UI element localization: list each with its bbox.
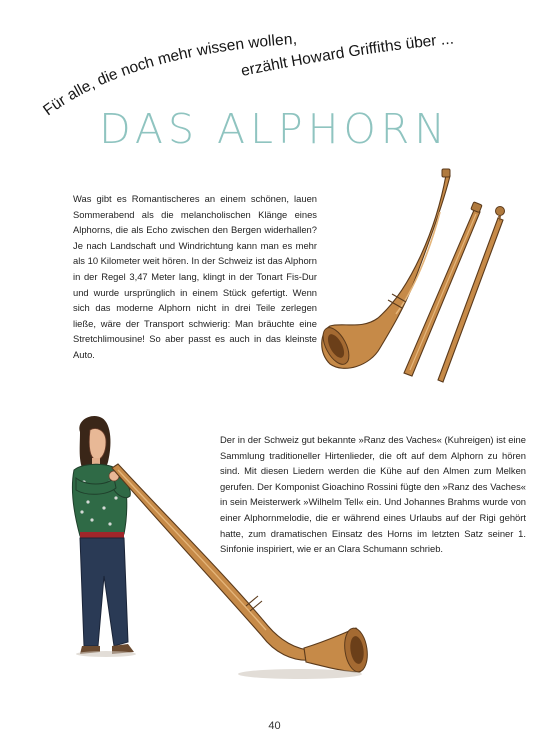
alphorn-bell-section: [318, 169, 450, 368]
alphorn-parts-illustration: [318, 169, 505, 382]
woman-playing-alphorn-illustration: [72, 416, 370, 679]
belt: [80, 532, 124, 538]
jeans: [80, 538, 128, 646]
page-title: DAS ALPHORN: [99, 105, 450, 153]
header-line-2: erzählt Howard Griffiths über ...: [239, 30, 455, 80]
header-line-1: Für alle, die noch mehr wissen wollen,: [40, 30, 298, 120]
second-paragraph: Der in der Schweiz gut bekannte »Ranz des Vaches« (Kuhreigen) ist eine Sammlung traditioneller Hirtenlieder, die oft auf dem Alphorn zu hören sind. Mit diesen Liedern werden die Kühe auf den Almen zum Melken gerufen. Der Komponist Gioachino Rossini fügte den »Ranz des Vaches« in sein Meisterwerk »Wilhelm Tell« ein. Und Johannes Brahms wurde von einer Alphornmelodie, die er während eines Urlaubs auf der Rigi gehört hatte, zum dramatischen Einsatz des Horns im letzten Satz seiner 1. Sinfonie inspiriert, wie er an Clara Schumann schrieb.: [220, 434, 526, 555]
page-number: 40: [268, 720, 281, 732]
alphorn-played: [112, 464, 312, 660]
alphorn-middle-section: [404, 202, 482, 376]
intro-paragraph: Was gibt es Romantischeres an einem schönen, lauen Sommerabend als die melancholischen Klänge eines Alphorns, die als Echo zwischen den Bergen widerhallen? Je nach Landschaft und Windrichtung kann man es mehr als 10 Kilometer weit hören. In der Schweiz ist das Alphorn in der Regel 3,47 Meter lang, klingt in der Tonart Fis-Dur und wurde ursprünglich in einem Stück gefertigt. Wenn sich das moderne Alphorn nicht in drei Teile zerlegen ließe, wäre der Transport schwierig: Man bräuchte eine Stretchlimousine! So aber passt es auch in das kleinste Auto.: [73, 193, 317, 360]
